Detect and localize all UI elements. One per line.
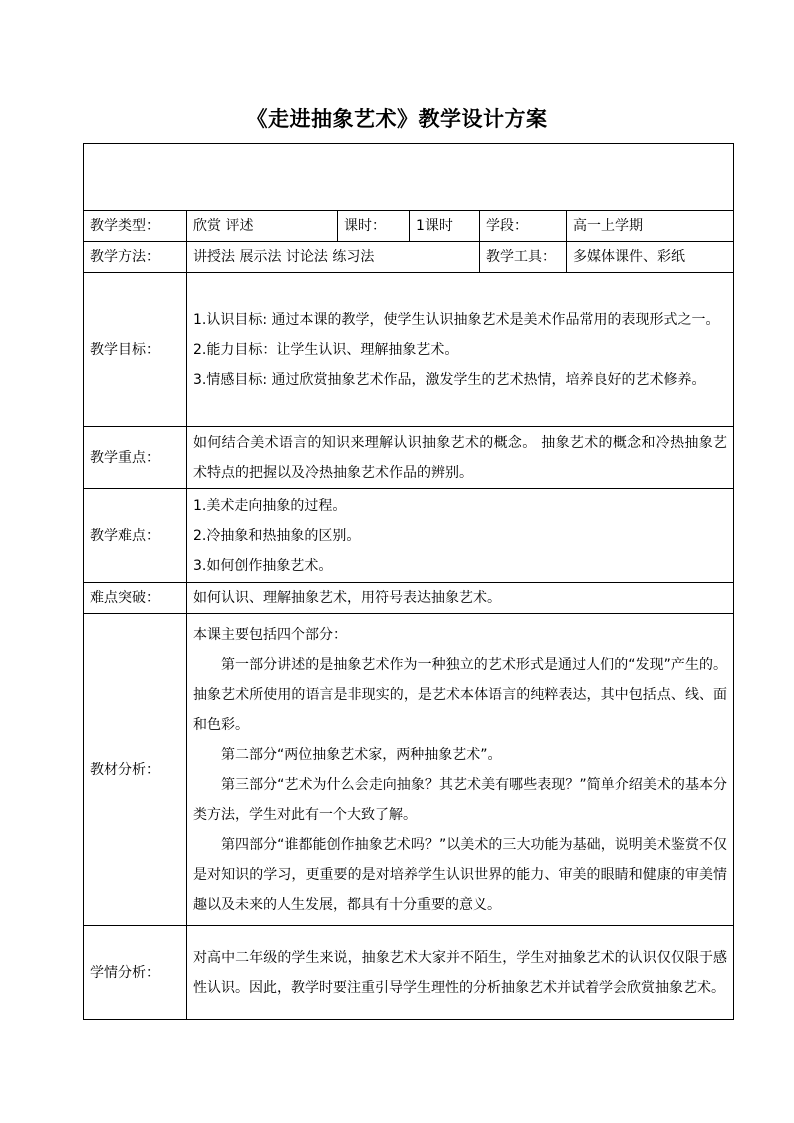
teaching-type-row — [84, 211, 734, 242]
blank-header-row — [84, 144, 734, 211]
material-paragraph: 第四部分“谁都能创作抽象艺术吗？”以美术的三大功能为基础，说明美术鉴赏不仅是对知识的学习，更重要的是对培养学生认识世界的能力、审美的眼睛和健康的审美情趣以及未来的人生发展，都具有十分重要的意义。 — [193, 836, 728, 913]
key-points-row — [84, 427, 734, 489]
material-paragraph: 第三部分“艺术为什么会走向抽象？其艺术美有哪些表现？”简单介绍美术的基本分类方法，学生对此有一个大致了解。 — [193, 776, 728, 823]
material-paragraph: 第二部分“两位抽象艺术家，两种抽象艺术”。 — [221, 746, 502, 763]
difficulty-item: 2.冷抽象和热抽象的区别。 — [193, 527, 361, 544]
breakthrough-label: 难点突破： — [84, 583, 187, 614]
difficulty-item: 3.如何创作抽象艺术。 — [193, 557, 333, 574]
teaching-goals-label: 教学目标： — [84, 273, 187, 427]
material-analysis-label: 教材分析： — [84, 614, 187, 926]
key-points-content — [187, 427, 734, 489]
learner-analysis-text: 对高中二年级的学生来说，抽象艺术大家并不陌生，学生对抽象艺术的认识仅仅限于感性认识。因此，教学时要注重引导学生理性的分析抽象艺术并试着学会欣赏抽象艺术。 — [193, 949, 728, 996]
teaching-goals-row — [84, 273, 734, 427]
teaching-method-label: 教学方法： — [84, 242, 187, 273]
teaching-type-value: 欣赏 评述 — [187, 211, 338, 242]
material-analysis-content — [187, 614, 734, 926]
school-stage-label: 学段： — [480, 211, 567, 242]
school-stage-value: 高一上学期 — [567, 211, 734, 242]
material-analysis-row — [84, 614, 734, 926]
goal-item: 3.情感目标: 通过欣赏抽象艺术作品，激发学生的艺术热情，培养良好的艺术修养。 — [193, 371, 706, 388]
key-points-label: 教学重点： — [84, 427, 187, 489]
material-paragraph: 第一部分讲述的是抽象艺术作为一种独立的艺术形式是通过人们的“发现”产生的。抽象艺术所使用的语言是非现实的，是艺术本体语言的纯粹表达，其中包括点、线、面和色彩。 — [193, 656, 728, 733]
key-points-text: 如何结合美术语言的知识来理解认识抽象艺术的概念。 抽象艺术的概念和冷热抽象艺术特点的把握以及冷热抽象艺术作品的辨别。 — [193, 434, 728, 481]
teaching-method-value: 讲授法 展示法 讨论法 练习法 — [187, 242, 480, 273]
difficulties-label: 教学难点： — [84, 489, 187, 583]
teaching-tools-value: 多媒体课件、彩纸 — [567, 242, 734, 273]
learner-analysis-row — [84, 926, 734, 1020]
lesson-plan-table — [83, 143, 734, 1020]
teaching-tools-label: 教学工具： — [480, 242, 567, 273]
teaching-method-row — [84, 242, 734, 273]
learner-analysis-label: 学情分析： — [84, 926, 187, 1020]
difficulty-item: 1.美术走向抽象的过程。 — [193, 497, 347, 514]
learner-analysis-content — [187, 926, 734, 1020]
difficulties-content — [187, 489, 734, 583]
goal-item: 2.能力目标：让学生认识、理解抽象艺术。 — [193, 341, 459, 358]
blank-header-cell — [84, 144, 734, 211]
page-title: 《走进抽象艺术》教学设计方案 — [246, 107, 548, 131]
difficulties-row — [84, 489, 734, 583]
material-intro: 本课主要包括四个部分： — [193, 626, 347, 643]
class-period-value: 1课时 — [410, 211, 480, 242]
breakthrough-text: 如何认识、理解抽象艺术，用符号表达抽象艺术。 — [187, 583, 734, 614]
teaching-goals-content — [187, 273, 734, 427]
teaching-type-label: 教学类型： — [84, 211, 187, 242]
class-period-label: 课时： — [338, 211, 410, 242]
breakthrough-row — [84, 583, 734, 614]
goal-item: 1.认识目标: 通过本课的教学，使学生认识抽象艺术是美术作品常用的表现形式之一。 — [193, 311, 720, 328]
